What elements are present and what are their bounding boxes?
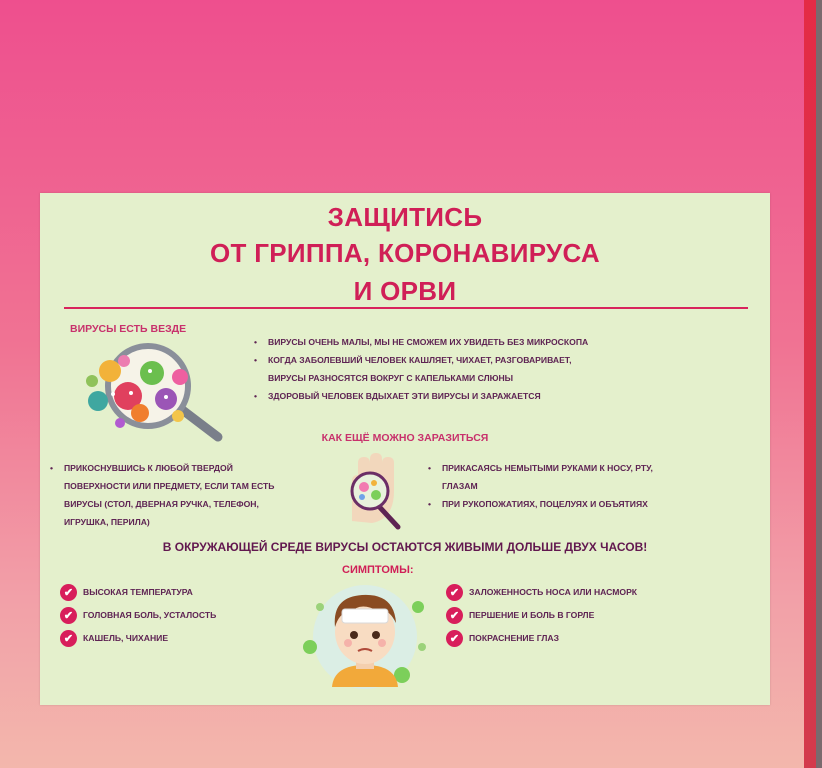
list-item: • ПРИКОСНУВШИСЬ К ЛЮБОЙ ТВЕРДОЙ: [50, 459, 340, 477]
title-divider: [64, 307, 748, 309]
poster-card: [40, 193, 770, 705]
symptoms-left-list: [60, 581, 216, 650]
symptom-item: [446, 581, 637, 603]
section-heading-viruses: ВИРУСЫ ЕСТЬ ВЕЗДЕ: [70, 323, 187, 335]
poster-title-line-2: ОТ ГРИППА, КОРОНАВИРУСА: [209, 238, 600, 268]
symptom-label: ЗАЛОЖЕННОСТЬ НОСА ИЛИ НАСМОРК: [469, 587, 638, 597]
section-heading-infection: КАК ЕЩЁ МОЖНО ЗАРАЗИТЬСЯ: [321, 432, 489, 444]
symptom-label: ГОЛОВНАЯ БОЛЬ, УСТАЛОСТЬ: [83, 610, 217, 620]
infection-left-list: [50, 459, 340, 531]
list-item-continuation: ИГРУШКА, ПЕРИЛА): [64, 517, 150, 527]
symptom-item: [446, 604, 637, 626]
list-item-continuation: ВИРУСЫ РАЗНОСЯТСЯ ВОКРУГ С КАПЕЛЬКАМИ СЛЮНЫ: [268, 373, 514, 383]
list-item-continuation: ГЛАЗАМ: [442, 481, 478, 491]
poster-title-line-1: ЗАЩИТИСЬ: [327, 202, 483, 232]
check-icon: ✔: [60, 584, 77, 601]
check-icon: ✔: [446, 607, 463, 624]
list-item: • КОГДА ЗАБОЛЕВШИЙ ЧЕЛОВЕК КАШЛЯЕТ, ЧИХАЕТ, РАЗГОВАРИВАЕТ,: [254, 351, 694, 369]
symptom-label: КАШЕЛЬ, ЧИХАНИЕ: [83, 633, 169, 643]
sick-child-icon: [290, 577, 440, 695]
check-icon: ✔: [446, 584, 463, 601]
list-item: • ПРИКАСАЯСЬ НЕМЫТЫМИ РУКАМИ К НОСУ, РТУ,: [428, 459, 748, 477]
symptom-item: [60, 627, 216, 649]
symptom-label: ПЕРШЕНИЕ И БОЛЬ В ГОРЛЕ: [469, 610, 595, 620]
list-item: • ВИРУСЫ ОЧЕНЬ МАЛЫ, МЫ НЕ СМОЖЕМ ИХ УВИДЕТЬ БЕЗ МИКРОСКОПА: [254, 333, 694, 351]
check-icon: ✔: [446, 630, 463, 647]
infection-right-list: [428, 459, 748, 513]
poster-title-line-3: И ОРВИ: [353, 276, 457, 306]
symptom-label: ПОКРАСНЕНИЕ ГЛАЗ: [469, 633, 559, 643]
hand-virus-icon: [334, 451, 414, 531]
list-item: • ЗДОРОВЫЙ ЧЕЛОВЕК ВДЫХАЕТ ЭТИ ВИРУСЫ И ЗАРАЖАЕТСЯ: [254, 387, 694, 405]
viruses-list: [254, 333, 694, 405]
survival-banner: В ОКРУЖАЮЩЕЙ СРЕДЕ ВИРУСЫ ОСТАЮТСЯ ЖИВЫМИ ДОЛЬШЕ ДВУХ ЧАСОВ!: [162, 540, 648, 554]
list-item-continuation: ВИРУСЫ (СТОЛ, ДВЕРНАЯ РУЧКА, ТЕЛЕФОН,: [64, 499, 259, 509]
symptom-item: [60, 604, 216, 626]
symptom-label: ВЫСОКАЯ ТЕМПЕРАТУРА: [83, 587, 193, 597]
right-edge-strip: [804, 0, 822, 768]
check-icon: ✔: [60, 607, 77, 624]
symptom-item: [60, 581, 216, 603]
list-item-continuation: ПОВЕРХНОСТИ ИЛИ ПРЕДМЕТУ, ЕСЛИ ТАМ ЕСТЬ: [64, 481, 275, 491]
list-item: • ПРИ РУКОПОЖАТИЯХ, ПОЦЕЛУЯХ И ОБЪЯТИЯХ: [428, 495, 748, 513]
symptoms-right-list: [446, 581, 637, 650]
section-heading-symptoms: СИМПТОМЫ:: [342, 564, 414, 576]
symptom-item: [446, 627, 637, 649]
check-icon: ✔: [60, 630, 77, 647]
